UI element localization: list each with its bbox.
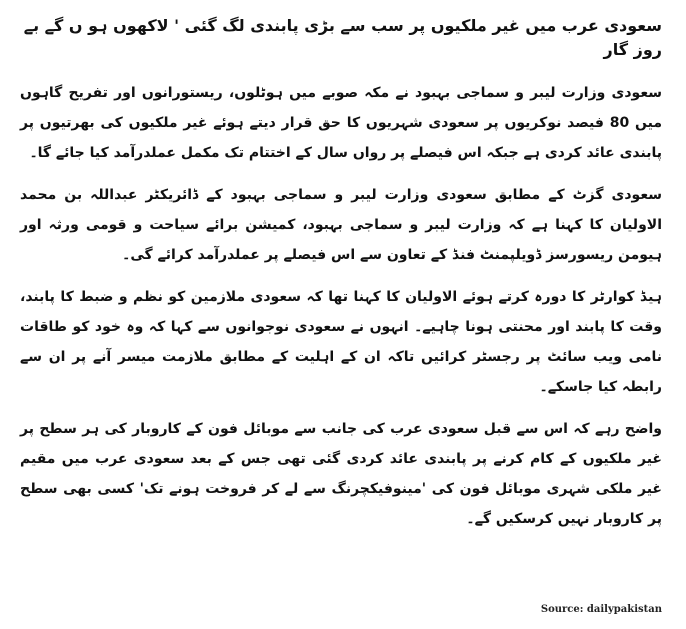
source-credit: Source: dailypakistan (540, 604, 662, 615)
article-paragraph-4: واضح رہے کہ اس سے قبل سعودی عرب کی جانب سے موبائل فون کے کاروبار کی ہر سطح پر غیر ملکیوں کے کام کرنے پر پابندی عائد کردی گئی تھی جس کے بعد سعودی عرب میں مقیم غیر ملکی شہری موبائل فون کی 'مینوفیکچرنگ سے لے کر فروخت ہونے تک' کسی بھی سطح پر کاروبار نہیں کرسکیں گے۔ (20, 421, 662, 527)
article-paragraph-3: ہیڈ کوارٹر کا دورہ کرتے ہوئے الاولیان کا کہنا تھا کہ سعودی ملازمین کو نظم و ضبط کا پابند، وقت کا پابند اور محنتی ہونا چاہیے۔ انہوں نے سعودی نوجوانوں سے کہا کہ وہ خود کو طاقات نامی ویب سائٹ پر رجسٹر کرائیں تاکہ ان کے اہلیت کے مطابق ملازمت میسر آنے پر ان سے رابطہ کیا جاسکے۔ (20, 289, 662, 395)
article-paragraph-2: سعودی گزٹ کے مطابق سعودی وزارت لیبر و سماجی بہبود کے ڈائریکٹر عبداللہ بن محمد الاولیان کا کہنا ہے کہ وزارت لیبر و سماجی بہبود، کمیشن برائے سیاحت و قومی ورثہ اور ہیومن ریسورسز ڈویلپمنٹ فنڈ کے تعاون سے اس فیصلے پر عملدرآمد کرائے گی۔ (20, 187, 662, 263)
article-paragraph-1: سعودی وزارت لیبر و سماجی بہبود نے مکہ صوبے میں ہوٹلوں، ریستورانوں اور تفریح گاہوں میں 80 فیصد نوکریوں پر سعودی شہریوں کا حق قرار دیتے ہوئے غیر ملکیوں کی بھرتیوں پر پابندی عائد کردی ہے جبکہ اس فیصلے پر رواں سال کے اختتام تک مکمل عملدرآمد کیا جائے گا۔ (20, 85, 662, 161)
article-title: سعودی عرب میں غیر ملکیوں پر سب سے بڑی پابندی لگ گئی ' لاکھوں ہو ں گے بے روز گار (23, 16, 662, 59)
